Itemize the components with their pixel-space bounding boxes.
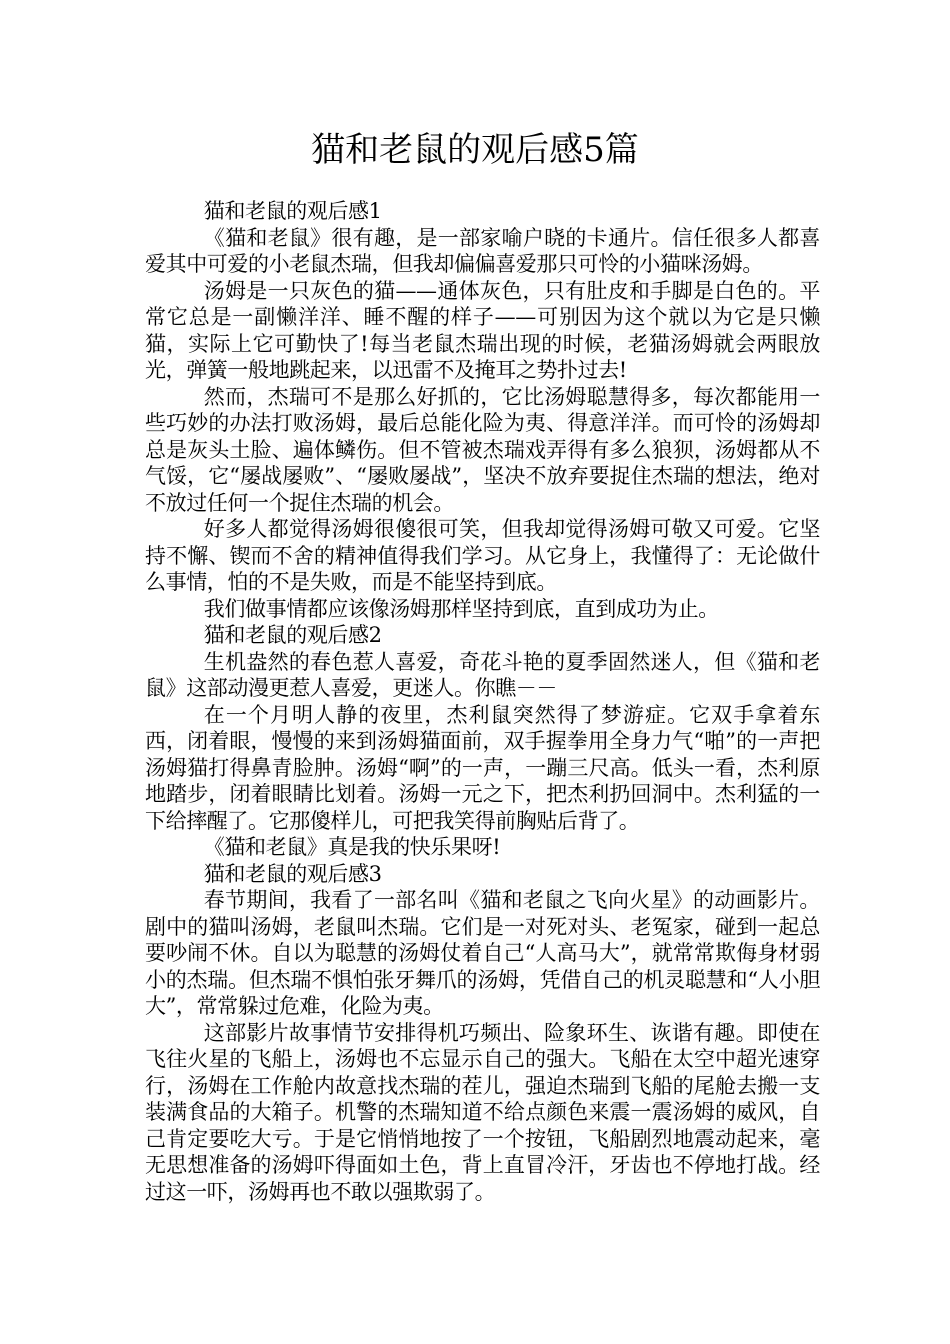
section-heading: 猫和老鼠的观后感3 — [203, 861, 382, 886]
paragraph: 生机盎然的春色惹人喜爱，奇花斗艳的夏季固然迷人，但《猫和老鼠》这部动漫更惹人喜爱，更迷人。你瞧－－ — [145, 649, 820, 700]
section-heading: 猫和老鼠的观后感2 — [203, 623, 382, 647]
paragraph: 《猫和老鼠》真是我的快乐果呀! — [203, 835, 501, 859]
document-body — [145, 198, 820, 1205]
paragraph: 然而，杰瑞可不是那么好抓的，它比汤姆聪慧得多，每次都能用一些巧妙的办法打败汤姆，最后总能化险为夷、得意洋洋。而可怜的汤姆却总是灰头土脸、遍体鳞伤。但不管被杰瑞戏弄得有多么狼狈，汤姆都从不气馁，它“屡战屡败”、“屡败屡战”，坚决不放弃要捉住杰瑞的想法，绝对不放过任何一个捉住杰瑞的机会。 — [145, 384, 820, 515]
paragraph: 我们做事情都应该像汤姆那样坚持到底，直到成功为止。 — [203, 596, 719, 621]
paragraph: 汤姆是一只灰色的猫——通体灰色，只有肚皮和手脚是白色的。平常它总是一副懒洋洋、睡不醒的样子——可别因为这个就以为它是只懒猫，实际上它可勤快了!每当老鼠杰瑞出现的时候，老猫汤姆就会两眼放光，弹簧一般地跳起来，以迅雷不及掩耳之势扑过去! — [145, 278, 820, 382]
paragraph: 春节期间，我看了一部名叫《猫和老鼠之飞向火星》的动画影片。剧中的猫叫汤姆，老鼠叫杰瑞。它们是一对死对头、老冤家，碰到一起总要吵闹不休。自以为聪慧的汤姆仗着自己“人高马大”，就常常欺侮身材弱小的杰瑞。但杰瑞不惧怕张牙舞爪的汤姆，凭借自己的机灵聪慧和“人小胆大”，常常躲过危难，化险为夷。 — [145, 888, 820, 1018]
paragraph: 好多人都觉得汤姆很傻很可笑，但我却觉得汤姆可敬又可爱。它坚持不懈、锲而不舍的精神值得我们学习。从它身上，我懂得了：无论做什么事情，怕的不是失败，而是不能坚持到底。 — [145, 517, 820, 594]
paragraph: 《猫和老鼠》很有趣，是一部家喻户晓的卡通片。信任很多人都喜爱其中可爱的小老鼠杰瑞，但我却偏偏喜爱那只可怜的小猫咪汤姆。 — [145, 225, 820, 276]
section-heading: 猫和老鼠的观后感1 — [203, 199, 382, 223]
paragraph: 在一个月明人静的夜里，杰利鼠突然得了梦游症。它双手拿着东西，闭着眼，慢慢的来到汤姆猫面前，双手握拳用全身力气“啪”的一声把汤姆猫打得鼻青脸肿。汤姆“啊”的一声，一蹦三尺高。低头一看，杰利原地踏步，闭着眼睛比划着。汤姆一元之下，把杰利扔回洞中。杰利猛的一下给摔醒了。它那傻样儿，可把我笑得前胸贴后背了。 — [145, 702, 820, 833]
paragraph: 这部影片故事情节安排得机巧频出、险象环生、诙谐有趣。即使在飞往火星的飞船上，汤姆也不忘显示自己的强大。飞船在太空中超光速穿行，汤姆在工作舱内故意找杰瑞的茬儿，强迫杰瑞到飞船的尾舱去搬一支装满食品的大箱子。机警的杰瑞知道不给点颜色来震一震汤姆的威风，自己肯定要吃大亏。于是它悄悄地按了一个按钮，飞船剧烈地震动起来，毫无思想准备的汤姆吓得面如土色，背上直冒冷汗，牙齿也不停地打战。经过这一吓，汤姆再也不敢以强欺弱了。 — [145, 1020, 820, 1204]
page-title: 猫和老鼠的观后感5篇 — [311, 130, 639, 170]
